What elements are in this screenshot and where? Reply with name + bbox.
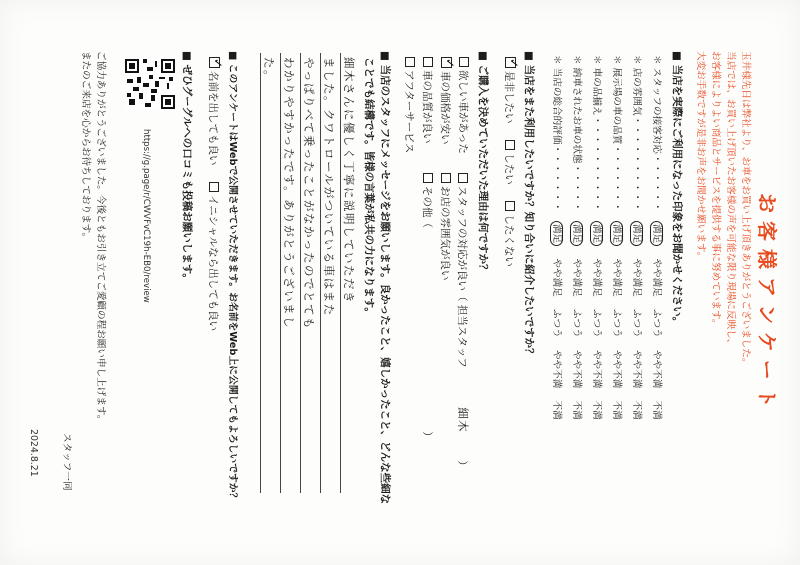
q1-row-1-label: ＊ スタッフの接客対応・・・・・・	[651, 55, 662, 212]
q1-row-1-selected: 満足	[650, 221, 663, 246]
q3-checkbox[interactable]	[405, 57, 415, 67]
q1-scale-opt: やや満足	[631, 258, 642, 297]
q1-scale-opt: ふつう	[631, 308, 642, 338]
q4-rule-1	[340, 53, 341, 493]
q1-scale-opt: ふつう	[611, 308, 622, 338]
q1-row-5-scale	[571, 221, 585, 420]
q3-staff-name: 細木	[456, 407, 470, 434]
q1-title: ■ 当店を実際にご利用になった印象をお聞かせください。	[671, 51, 683, 328]
q3-option-2: スタッフの対応が良い（ 担当スタッフ	[456, 186, 468, 368]
q1-row-3-selected: 満足	[610, 221, 623, 246]
q1-scale-opt: やや満足	[591, 258, 602, 297]
q2-checkbox-checked[interactable]	[505, 57, 516, 68]
intro-line-2: 当店では、お買い上げ頂いたお客様の声を可能な限り現場に反映し、	[725, 51, 736, 349]
q4-title-line2: ことでも結構です。皆様の言葉が私共の力になります。	[363, 57, 375, 318]
q1-scale-opt: やや満足	[571, 258, 582, 297]
q4-handwriting-line-4: わかりやすかったです。ありがとうございまし	[282, 57, 296, 330]
q3-option-1: 欲しい車があった	[457, 70, 469, 154]
q4-rule-2	[320, 53, 321, 493]
q2-title: ■ 当店をまた利用したいですか？知り合いに紹介したいですか？	[523, 51, 535, 359]
q4-rule-5	[260, 53, 261, 493]
q1-scale-opt: やや満足	[551, 258, 562, 297]
form-title: お客様アンケート	[755, 193, 779, 416]
q3-staff-row	[455, 173, 471, 471]
q5-checkbox[interactable]	[209, 182, 219, 192]
q3-option-3: 車の価格が安い	[439, 71, 451, 145]
footer-line-1: ご協力ありがとうございました。今後ともお引き立てご愛顧の程お願い申し上げます。	[95, 51, 106, 425]
q1-scale-opt: 不満	[631, 400, 642, 420]
q1-row-6-label: ＊ 当店の総合的評価・・・・・・・	[551, 55, 562, 212]
q3-option-6: その他（	[421, 186, 433, 228]
q3-option-5: 車の品質が良い	[421, 70, 433, 144]
q1-scale-opt: ふつう	[551, 308, 562, 338]
q1-scale-opt: やや不満	[631, 349, 642, 389]
q4-rule-4	[280, 53, 281, 493]
q2-option-3: したくない	[503, 214, 515, 267]
q5-title: ■ このアンケートはWebで公開させていただきます。お名前をWeb上に公開してもよろしいですか？	[227, 51, 238, 503]
footer-line-2: またのご来店を心からお待ちしております。	[80, 51, 91, 243]
q5-option-1: 名前を出しても良い	[207, 71, 219, 166]
q3-checkbox[interactable]	[458, 173, 468, 183]
q5-options	[206, 57, 221, 331]
intro-line-3: お客様によりよい商品とサービスを提供する事に努めています。	[710, 51, 721, 329]
q1-scale-opt: 不満	[651, 400, 662, 420]
qr-code-icon	[125, 59, 175, 109]
google-review-url[interactable]: https://g.page/r/CWVFvC19h-EB0/review	[141, 129, 151, 303]
q1-row-5-label: ＊ 納車されたお車の状態・・・・・	[571, 55, 582, 212]
q1-scale-opt: 不満	[551, 400, 562, 420]
q3-row-4	[402, 57, 417, 153]
q6-title: ■ ぜひグーグルへの口コミも投稿お願いします。	[181, 51, 193, 284]
q2-option-1: 是非したい	[503, 71, 515, 124]
q1-row-3-scale	[611, 221, 625, 420]
q1-scale-opt: やや不満	[591, 349, 602, 389]
q1-row-6-scale	[551, 221, 565, 420]
survey-sheet	[17, 43, 797, 513]
q4-handwriting-line-3: やっぱりべて乗ったことがなかったのでとても	[302, 57, 316, 330]
q2-options	[502, 57, 517, 267]
q1-row-4-label: ＊ 車の品揃え・・・・・・・・・・	[591, 55, 602, 212]
q1-row-5-selected: 満足	[570, 221, 583, 246]
q3-option-7: アフターサービス	[403, 70, 415, 154]
footer-sign: スタッフ一同	[61, 433, 72, 491]
q4-handwriting-line-2: ました。クワトロールがついている車はまた	[322, 57, 336, 317]
q1-row-4-selected: 満足	[590, 221, 603, 246]
q3-close-paren-2: ）	[421, 431, 433, 442]
q3-row-1	[456, 57, 471, 154]
q3-row-3	[420, 57, 435, 144]
q1-scale-opt: ふつう	[651, 308, 662, 338]
q1-row-6-selected: 満足	[550, 221, 563, 246]
q1-row-4-scale	[591, 221, 605, 420]
q3-checkbox[interactable]	[459, 57, 469, 67]
q2-option-2: したい	[503, 153, 515, 185]
q1-scale-opt: やや不満	[551, 349, 562, 389]
q3-row-3b	[420, 173, 435, 442]
q1-scale-opt: ふつう	[591, 308, 602, 338]
q3-row-2b	[438, 173, 453, 281]
q1-scale-opt: やや満足	[611, 258, 622, 297]
q3-checkbox[interactable]	[441, 173, 451, 183]
q1-scale-opt: やや不満	[571, 349, 582, 389]
q5-option-2: イニシャルなら出しても良い	[207, 195, 219, 332]
q1-scale-opt: 不満	[571, 400, 582, 420]
q3-close-paren: ）	[456, 460, 468, 472]
intro-line-1: 玉井様先日は弊社より、お車をお買い上げ頂きありがとうございました。	[740, 51, 751, 368]
q4-handwriting-line-5: た。	[262, 57, 276, 83]
q3-checkbox[interactable]	[423, 57, 433, 67]
q1-scale-opt: やや満足	[651, 258, 662, 297]
q1-scale-opt: やや不満	[651, 349, 662, 389]
q3-row-2	[438, 57, 453, 145]
q3-checkbox-checked[interactable]	[441, 57, 452, 68]
q3-title: ■ ご購入を決めていただいた理由は何ですか？	[477, 51, 489, 275]
q1-row-2-selected: 満足	[630, 221, 643, 246]
q2-checkbox[interactable]	[505, 201, 515, 211]
q3-checkbox[interactable]	[423, 173, 433, 183]
q1-row-2-label: ＊ 店の雰囲気・・・・・・・・・・	[631, 55, 642, 212]
q1-row-2-scale	[631, 221, 645, 420]
q5-checkbox-checked[interactable]	[209, 57, 220, 68]
q1-scale-opt: 不満	[611, 400, 622, 420]
q4-rule-3	[300, 53, 301, 493]
q1-scale-opt: 不満	[591, 400, 602, 420]
q1-row-1-scale	[651, 221, 665, 420]
q3-option-4: お店の雰囲気が良い	[439, 186, 451, 281]
q1-scale-opt: やや不満	[611, 349, 622, 389]
q1-scale-opt: ふつう	[571, 308, 582, 338]
intro-line-4: 大変お手数ですが是非お声をお聞かせ願います。	[695, 51, 706, 262]
q1-row-3-label: ＊ 展示場の車の品質・・・・・・・	[611, 55, 622, 212]
q4-title: ■ 当店のスタッフにメッセージをお願いします。良かったこと、嬉しかったこと、どんな些細な	[379, 51, 391, 505]
footer-date: 2024.8.21	[28, 429, 39, 477]
q4-handwriting-line-1: 細木さんに優しく丁寧に説明していただき	[342, 57, 356, 304]
q2-checkbox[interactable]	[505, 140, 515, 150]
